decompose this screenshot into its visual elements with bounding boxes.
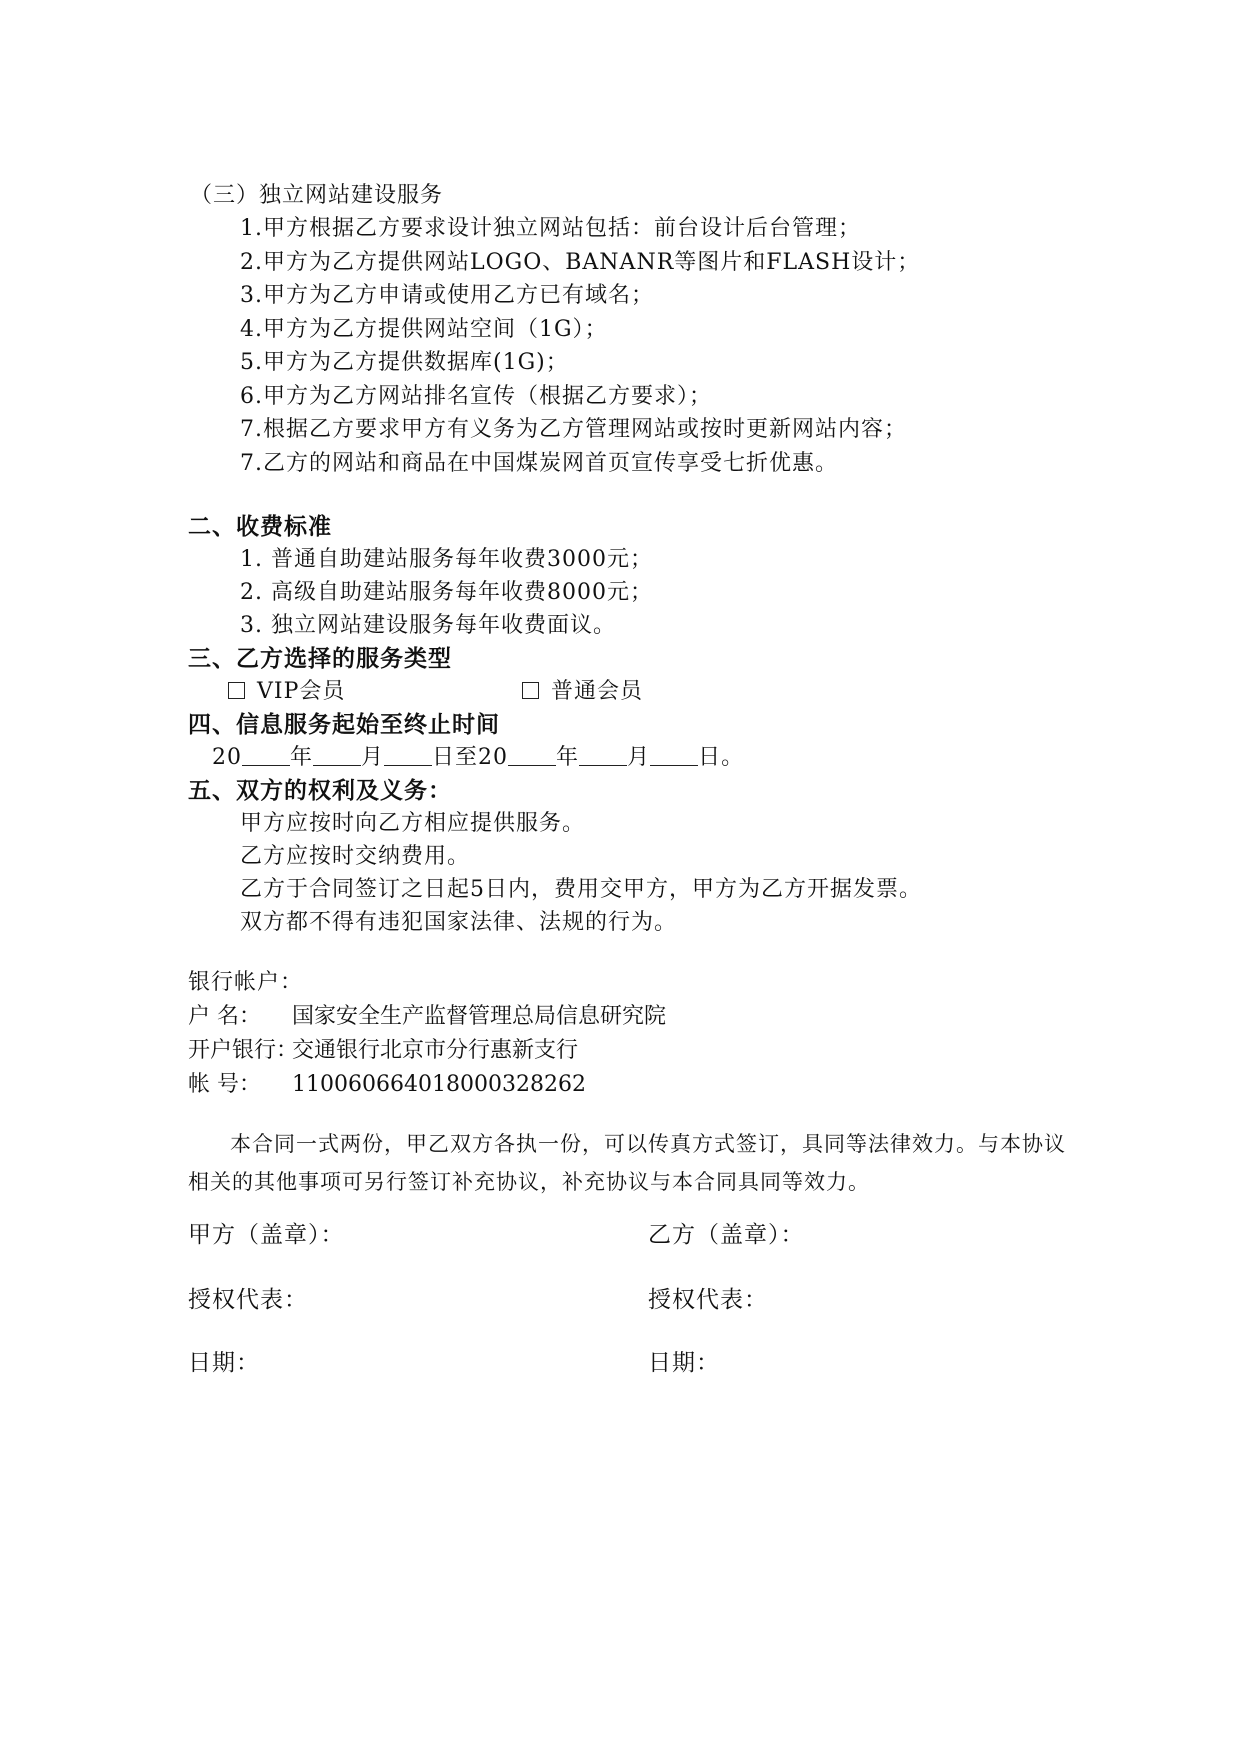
bank-name-label: 户 名： [188, 1004, 261, 1029]
option-normal[interactable] [522, 677, 643, 707]
rights-item-4: 双方都不得有违犯国家法律、法规的行为。 [240, 910, 678, 935]
section-website-heading: （三）独立网站建设服务 [190, 183, 444, 208]
bank-branch-value: 交通银行北京市分行惠新支行 [292, 1038, 579, 1063]
party-a-date: 日期： [188, 1350, 260, 1376]
party-b-seal: 乙方（盖章）： [648, 1222, 805, 1248]
normal-label: 普通会员 [551, 679, 644, 704]
party-a-seal: 甲方（盖章）： [188, 1222, 345, 1248]
bank-branch-row [188, 1036, 578, 1066]
option-vip[interactable] [228, 677, 345, 707]
period-line [212, 743, 744, 773]
party-b-date: 日期： [648, 1350, 720, 1376]
website-item-8: 7.乙方的网站和商品在中国煤炭网首页宣传享受七折优惠。 [240, 451, 838, 476]
end-year-blank[interactable] [508, 743, 556, 766]
closing-line-1: 本合同一式两份，甲乙双方各执一份，可以传真方式签订，具同等法律效力。与本协议 [230, 1132, 1066, 1156]
fee-item-2: 2. 高级自助建站服务每年收费8000元； [240, 580, 653, 605]
start-day-label: 日至 [432, 745, 479, 770]
start-day-blank[interactable] [384, 743, 432, 766]
closing-line-2: 相关的其他事项可另行签订补充协议，补充协议与本合同具同等效力。 [188, 1170, 870, 1194]
start-month-blank[interactable] [313, 743, 361, 766]
bank-branch-label: 开户银行： [188, 1038, 299, 1063]
website-item-5: 5.甲方为乙方提供数据库(1G)； [240, 350, 569, 375]
bank-name-row [188, 1002, 666, 1032]
start-year-prefix: 20 [212, 745, 242, 770]
period-heading: 四、信息服务起始至终止时间 [188, 711, 500, 738]
bank-title: 银行帐户： [188, 970, 304, 995]
bank-name-value: 国家安全生产监督管理总局信息研究院 [292, 1004, 667, 1029]
bank-account-value: 110060664018000328262 [292, 1072, 586, 1097]
end-month-blank[interactable] [579, 743, 627, 766]
start-month-label: 月 [361, 745, 385, 770]
rights-item-2: 乙方应按时交纳费用。 [240, 844, 471, 869]
start-year-label: 年 [290, 745, 314, 770]
closing-paragraph [188, 1125, 1068, 1201]
vip-label: VIP会员 [257, 679, 346, 704]
rights-item-1: 甲方应按时向乙方相应提供服务。 [240, 811, 586, 836]
end-year-prefix: 20 [478, 745, 509, 770]
party-b-representative: 授权代表： [648, 1287, 768, 1313]
website-item-1: 1.甲方根据乙方要求设计独立网站包括：前台设计后台管理； [240, 216, 861, 241]
bank-account-label: 帐 号： [188, 1072, 261, 1097]
party-a-representative: 授权代表： [188, 1287, 308, 1313]
fees-heading: 二、收费标准 [188, 513, 332, 540]
website-item-7: 7.根据乙方要求甲方有义务为乙方管理网站或按时更新网站内容； [240, 417, 907, 442]
website-item-4: 4.甲方为乙方提供网站空间（1G）； [240, 317, 608, 342]
fee-item-3: 3. 独立网站建设服务每年收费面议。 [240, 613, 616, 638]
vip-checkbox[interactable] [228, 682, 245, 699]
rights-heading: 五、双方的权利及义务： [188, 777, 452, 804]
bank-account-row [188, 1070, 586, 1100]
normal-checkbox[interactable] [522, 682, 539, 699]
website-item-2: 2.甲方为乙方提供网站LOGO、BANANR等图片和FLASH设计； [240, 250, 921, 275]
end-year-label: 年 [556, 745, 580, 770]
service-type-heading: 三、乙方选择的服务类型 [188, 645, 452, 672]
start-year-blank[interactable] [242, 743, 290, 766]
end-day-label: 日。 [698, 745, 745, 770]
end-day-blank[interactable] [650, 743, 698, 766]
fee-item-1: 1. 普通自助建站服务每年收费3000元； [240, 547, 653, 572]
rights-item-3: 乙方于合同签订之日起5日内，费用交甲方，甲方为乙方开据发票。 [240, 877, 922, 902]
website-item-3: 3.甲方为乙方申请或使用乙方已有域名； [240, 283, 654, 308]
end-month-label: 月 [627, 745, 651, 770]
website-item-6: 6.甲方为乙方网站排名宣传（根据乙方要求）； [240, 384, 712, 409]
